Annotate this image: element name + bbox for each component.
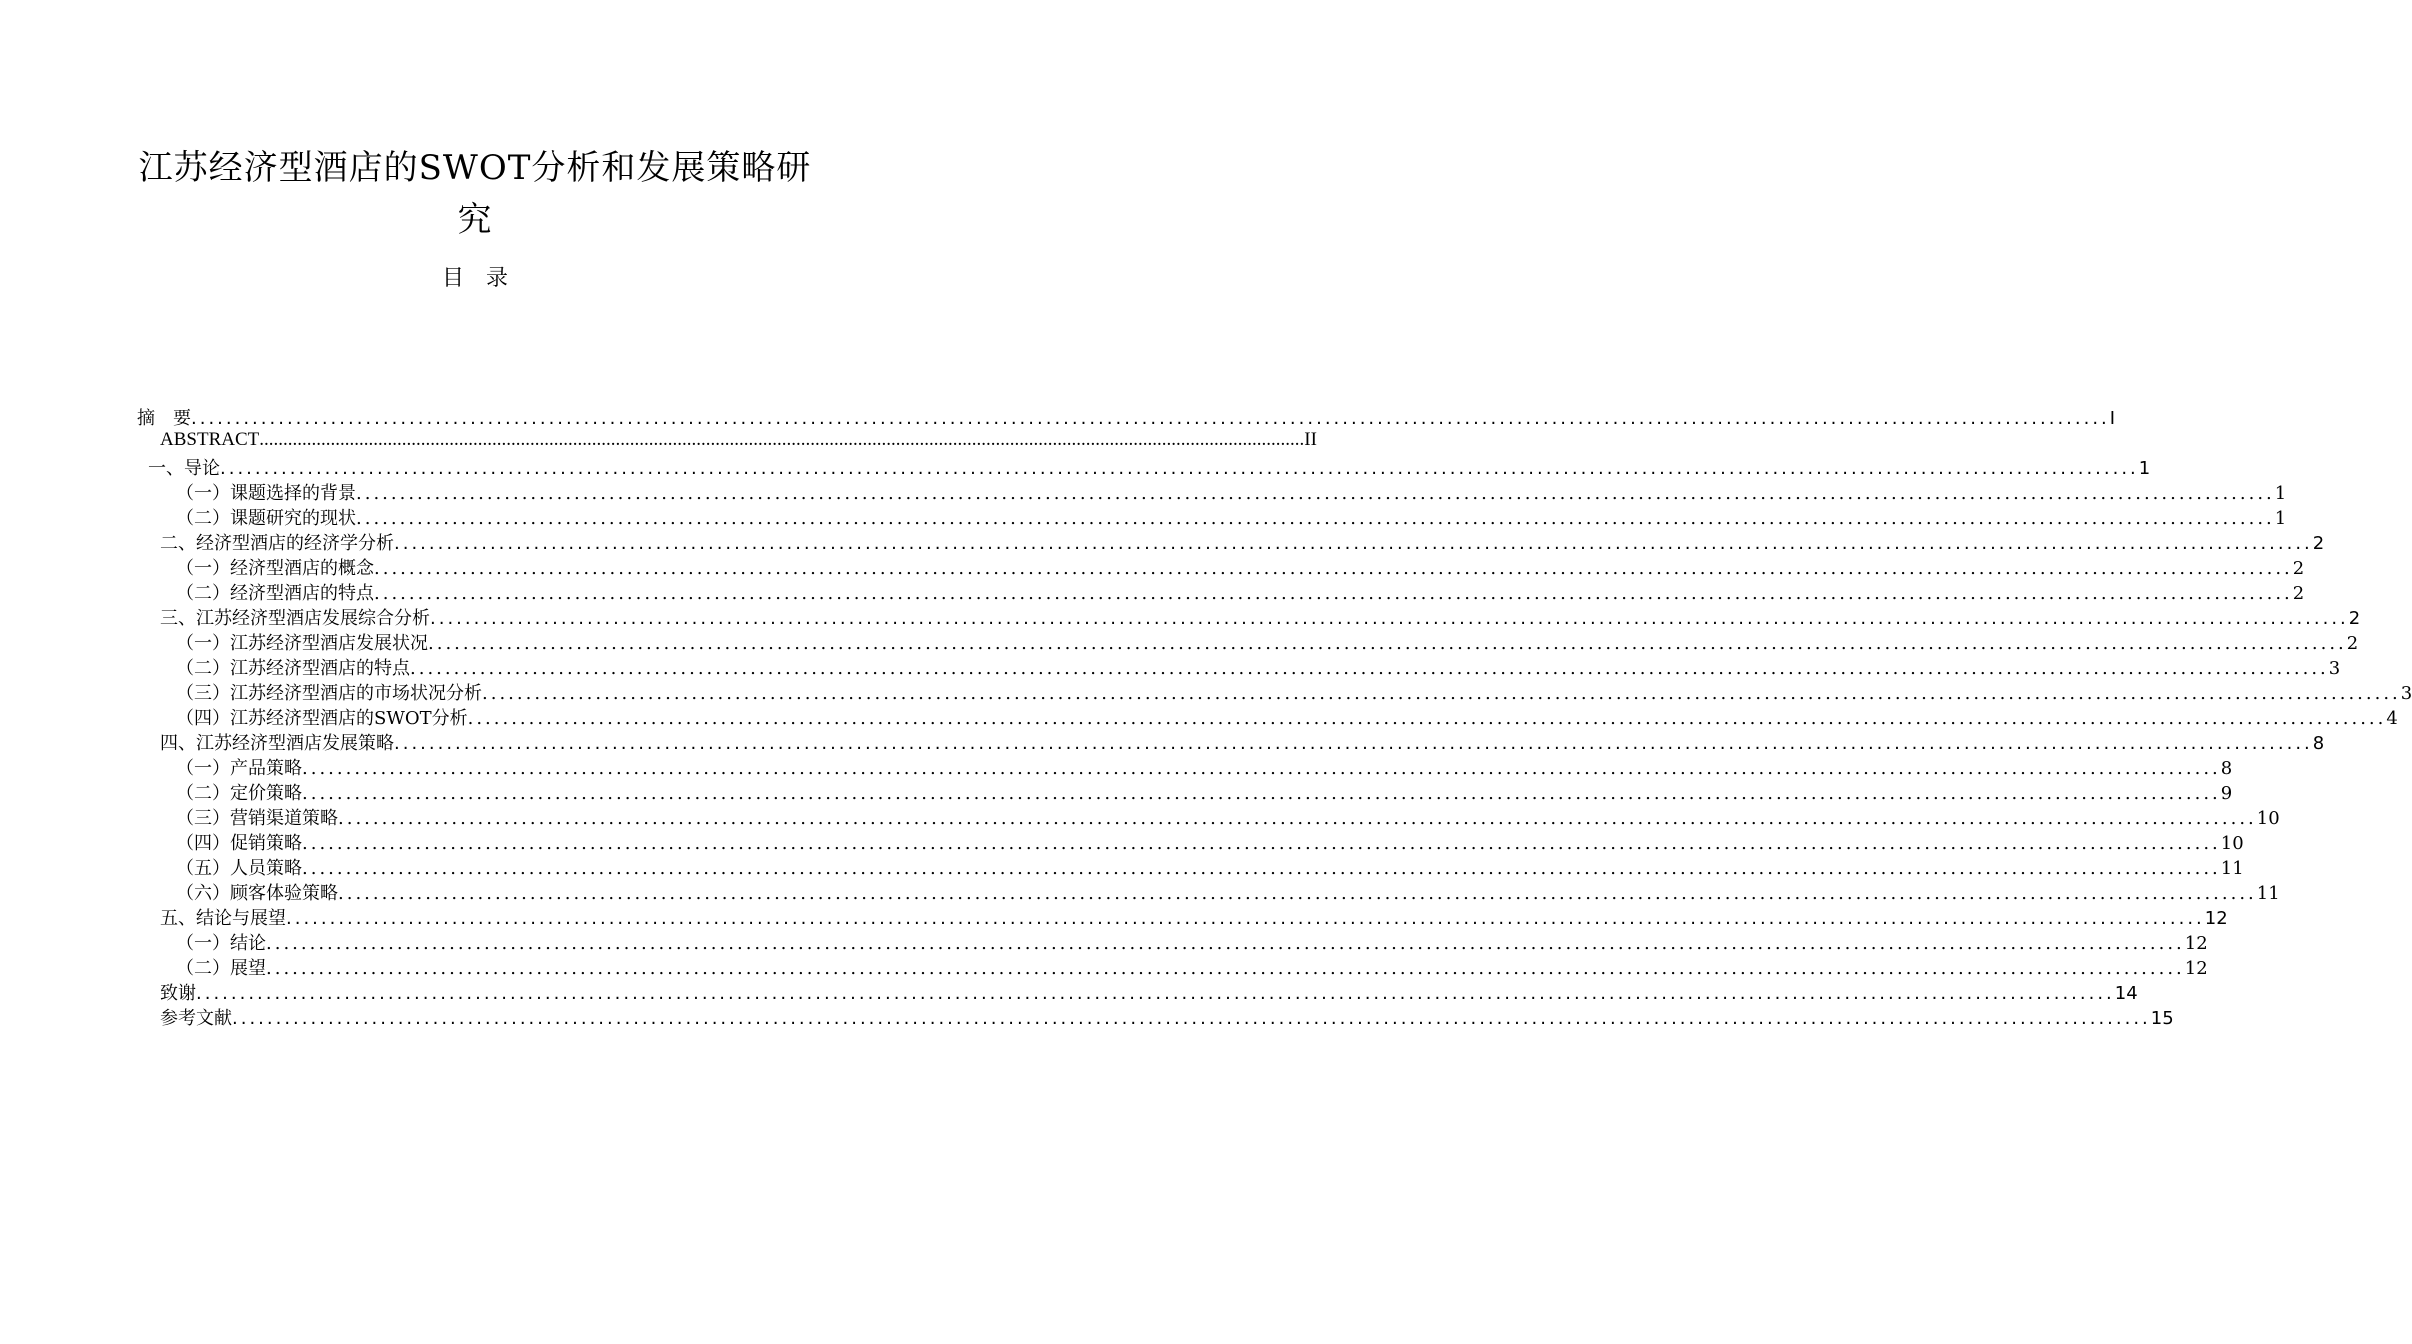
- toc-entry-label: （二）课题研究的现状: [176, 508, 356, 529]
- toc-entry-label: （四）江苏经济型酒店的SWOT分析: [176, 708, 468, 729]
- toc-entry[interactable]: [148, 454, 2151, 479]
- toc-entry-page: 2: [2292, 558, 2305, 579]
- toc-entry[interactable]: [176, 929, 2208, 954]
- toc-leader-dots: ............................................................................................................................................................................................................................: [266, 958, 2185, 979]
- toc-entry-label: （一）经济型酒店的概念: [176, 558, 374, 579]
- toc-leader-dots: ............................................................................................................................................................................................................................: [191, 408, 2110, 429]
- toc-entry-label: （二）定价策略: [176, 783, 302, 804]
- toc-entry-label: （六）顾客体验策略: [176, 883, 338, 904]
- toc-leader-dots: ............................................................................................................................................................................................................................: [338, 883, 2257, 904]
- toc-entry[interactable]: [176, 654, 2341, 679]
- toc-leader-dots: ............................................................................................................................................................................................................................: [302, 833, 2221, 854]
- toc-leader-dots: ............................................................................................................................................................................................................................: [356, 508, 2275, 529]
- toc-entry[interactable]: [176, 679, 2412, 704]
- toc-leader-dots: ............................................................................................................................................................................................................................: [374, 558, 2293, 579]
- toc-entry-page: 12: [2184, 958, 2208, 979]
- toc-entry-page: 14: [2114, 983, 2138, 1004]
- toc-entry-page: 3: [2328, 658, 2341, 679]
- toc-entry-label: （一）江苏经济型酒店发展状况: [176, 633, 428, 654]
- toc-entry-label: （四）促销策略: [176, 833, 302, 854]
- toc-heading: 目 录: [441, 266, 508, 291]
- toc-entry-page: 11: [2220, 858, 2244, 879]
- toc-entry-page: 1: [2138, 458, 2151, 479]
- toc-entry-label: （二）展望: [176, 958, 266, 979]
- toc-entry-label: （一）课题选择的背景: [176, 483, 356, 504]
- toc-entry[interactable]: [137, 404, 2116, 429]
- toc-entry[interactable]: [176, 704, 2398, 729]
- toc-entry[interactable]: [176, 804, 2280, 829]
- toc-entry-label: （三）营销渠道策略: [176, 808, 338, 829]
- toc-entry-page: 2: [2346, 633, 2359, 654]
- toc-entry-page: 12: [2204, 908, 2228, 929]
- toc-entry-page: I: [2109, 408, 2116, 429]
- toc-entry-page: 2: [2348, 608, 2361, 629]
- toc-entry-page: 10: [2256, 808, 2280, 829]
- toc-entry-page: 3: [2400, 683, 2412, 704]
- toc-entry[interactable]: [176, 954, 2208, 979]
- toc-entry-label: （一）结论: [176, 933, 266, 954]
- toc-leader-dots: ............................................................................................................................................................................................................................: [338, 808, 2257, 829]
- toc-leader-dots: ............................................................................................................................................................................................................................: [286, 908, 2205, 929]
- toc-leader-dots: ............................................................................................................................................................................................................................: [302, 858, 2221, 879]
- toc-entry-label: 参考文献: [160, 1008, 232, 1029]
- toc-entry-page: 9: [2220, 783, 2233, 804]
- toc-leader-dots: ............................................................................................................................................................................................................................: [428, 633, 2347, 654]
- toc-entry-label: （五）人员策略: [176, 858, 302, 879]
- toc-leader-dots: ............................................................................................................................................................................................................................: [266, 933, 2185, 954]
- toc-leader-dots: ............................................................................................................................................................................................................................: [356, 483, 2275, 504]
- toc-entry[interactable]: [160, 979, 2138, 1004]
- toc-entry[interactable]: [176, 479, 2287, 504]
- toc-entry[interactable]: [160, 904, 2228, 929]
- toc-leader-dots: ............................................................................................................................................................................................................................: [220, 458, 2139, 479]
- toc-entry[interactable]: [160, 429, 1317, 454]
- toc-leader-dots: ............................................................................................................................................................................................................................: [302, 758, 2221, 779]
- toc-leader-dots: ............................................................................................................................................................................................................................: [374, 583, 2293, 604]
- toc-entry[interactable]: [176, 779, 2233, 804]
- toc-entry-page: 2: [2292, 583, 2305, 604]
- toc-entry-page: 11: [2256, 883, 2280, 904]
- toc-entry-label: （一）产品策略: [176, 758, 302, 779]
- toc-entry-label: 二、经济型酒店的经济学分析: [160, 533, 394, 554]
- toc-entry-label: （二）经济型酒店的特点: [176, 583, 374, 604]
- toc-entry[interactable]: [176, 504, 2287, 529]
- toc-entry-label: 五、结论与展望: [160, 908, 286, 929]
- toc-entry[interactable]: [176, 579, 2305, 604]
- toc-entry[interactable]: [160, 1004, 2174, 1029]
- toc-entry[interactable]: [176, 754, 2233, 779]
- toc-leader-dots: ............................................................................................................................................................................................................................: [410, 658, 2329, 679]
- toc-entry[interactable]: [176, 629, 2359, 654]
- toc-leader-dots: ............................................................................................................................................................................................................................: [430, 608, 2349, 629]
- toc-entry-page: 8: [2312, 733, 2325, 754]
- toc-entry-page: II: [1304, 429, 1317, 450]
- toc-entry[interactable]: [176, 829, 2244, 854]
- toc-entry[interactable]: [160, 529, 2325, 554]
- toc-entry[interactable]: [176, 879, 2280, 904]
- toc-entry-label: （二）江苏经济型酒店的特点: [176, 658, 410, 679]
- toc-entry[interactable]: [160, 729, 2325, 754]
- toc-entry-label: （三）江苏经济型酒店的市场状况分析: [176, 683, 482, 704]
- toc-leader-dots: ............................................................................................................................................................................................................................: [302, 783, 2221, 804]
- toc-entry-page: 1: [2274, 483, 2287, 504]
- toc-leader-dots: ............................................................................................................................................................................................................................: [232, 1008, 2151, 1029]
- toc-entry-page: 12: [2184, 933, 2208, 954]
- document-title: 江苏经济型酒店的SWOT分析和发展策略研究: [138, 148, 812, 240]
- toc-entry[interactable]: [160, 604, 2361, 629]
- toc-leader-dots: ............................................................................................................................................................................................................................: [467, 708, 2387, 729]
- toc-entry[interactable]: [176, 554, 2305, 579]
- toc-entry-label: 摘 要: [137, 408, 191, 429]
- toc-leader-dots: ............................................................................................................................................................................................................................: [394, 533, 2313, 554]
- toc-entry-page: 15: [2150, 1008, 2174, 1029]
- toc-entry-label: ABSTRACT: [160, 429, 260, 450]
- toc-entry-page: 1: [2274, 508, 2287, 529]
- toc-entry-page: 10: [2220, 833, 2244, 854]
- toc-leader-dots: ............................................................................................................................................................................................................................: [259, 429, 1305, 450]
- toc-entry-page: 4: [2386, 708, 2398, 729]
- toc-leader-dots: ............................................................................................................................................................................................................................: [394, 733, 2313, 754]
- toc-entry-label: 三、江苏经济型酒店发展综合分析: [160, 608, 430, 629]
- toc-entry-label: 致谢: [160, 983, 196, 1004]
- toc-entry-page: 8: [2220, 758, 2233, 779]
- toc-leader-dots: ............................................................................................................................................................................................................................: [482, 683, 2401, 704]
- toc-entry-label: 一、导论: [148, 458, 220, 479]
- toc-entry[interactable]: [176, 854, 2244, 879]
- toc-entry-page: 2: [2312, 533, 2325, 554]
- toc-leader-dots: ............................................................................................................................................................................................................................: [196, 983, 2115, 1004]
- toc-entry-label: 四、江苏经济型酒店发展策略: [160, 733, 394, 754]
